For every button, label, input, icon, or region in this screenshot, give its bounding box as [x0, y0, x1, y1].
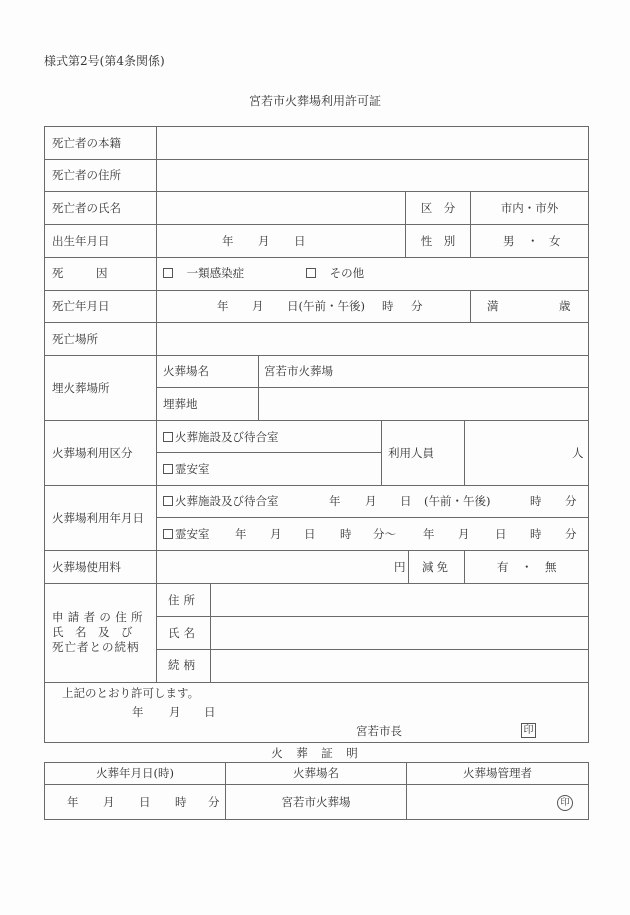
mortuary-start-month: 月 [270, 527, 282, 541]
applicant-address-label: 住所 [168, 593, 199, 607]
fee-field[interactable] [157, 551, 392, 583]
usage-date-cremation-year: 年 [329, 494, 341, 508]
usage-date-cremation-ampm: (午前・午後) [424, 494, 491, 508]
usage-date-cremation-option[interactable] [163, 494, 279, 508]
applicant-name-label: 氏名 [168, 626, 199, 640]
column-header-crematorium-manager: 火葬場管理者 [463, 766, 532, 780]
applicant-label-line2: 氏 名 及 び [52, 625, 133, 639]
cause-option-infectious[interactable] [163, 266, 244, 280]
death-hour-unit: 時 [382, 299, 394, 313]
usage-date-cremation-minute: 分 [565, 494, 577, 508]
fee-unit: 円 [394, 560, 406, 574]
sex-separator: ・ [527, 234, 539, 248]
cause-option-other-label: その他 [329, 266, 365, 280]
name-field[interactable] [157, 192, 405, 224]
exemption-option-no[interactable]: 無 [545, 560, 557, 574]
fee-label: 火葬場使用料 [52, 560, 121, 574]
cause-option-other[interactable] [306, 266, 364, 280]
page-title: 宮若市火葬場利用許可証 [248, 94, 381, 108]
address-label: 死亡者の住所 [52, 168, 121, 182]
mortuary-end-month: 月 [458, 527, 470, 541]
birth-date-label: 出生年月日 [52, 234, 110, 248]
checkbox-icon[interactable] [163, 529, 173, 539]
death-day-ampm-unit: 日(午前・午後) [287, 299, 365, 313]
name-label: 死亡者の氏名 [52, 201, 121, 215]
column-header-crematorium-name: 火葬場名 [293, 766, 339, 780]
death-date-label: 死亡年月日 [52, 299, 110, 313]
crematorium-name-value: 宮若市火葬場 [264, 364, 333, 378]
death-month-unit: 月 [252, 299, 264, 313]
death-year-unit: 年 [217, 299, 229, 313]
sex-option-female[interactable]: 女 [549, 234, 561, 248]
cremation-day-unit: 日 [139, 795, 151, 809]
cause-label-2: 因 [96, 266, 108, 280]
approval-text: 上記のとおり許可します。 [62, 686, 200, 700]
mortuary-end-day: 日 [495, 527, 507, 541]
burial-place-label: 埋火葬場所 [52, 381, 110, 395]
approval-month-unit: 月 [169, 705, 181, 719]
exemption-option-yes[interactable]: 有 [497, 560, 509, 574]
usage-date-cremation-hour: 時 [530, 494, 542, 508]
birth-month-unit: 月 [258, 234, 270, 248]
manager-seal-icon [557, 794, 573, 811]
usage-option-mortuary[interactable] [163, 462, 210, 476]
usage-option-cremation-label: 火葬施設及び待合室 [175, 430, 279, 444]
applicant-address-field[interactable] [211, 584, 588, 616]
crematorium-name-label: 火葬場名 [163, 364, 209, 378]
applicant-label-line1: 申請者の住所 [52, 610, 147, 624]
mortuary-start-year: 年 [235, 527, 247, 541]
approval-day-unit: 日 [204, 705, 216, 719]
column-header-cremation-date: 火葬年月日(時) [96, 766, 174, 780]
mortuary-start-hour: 時 [340, 527, 352, 541]
death-minute-unit: 分 [411, 299, 423, 313]
applicant-relation-field[interactable] [211, 650, 588, 682]
mortuary-start-day: 日 [304, 527, 316, 541]
birth-year-unit: 年 [222, 234, 234, 248]
mortuary-end-hour: 時 [530, 527, 542, 541]
mortuary-end-minute: 分 [565, 527, 577, 541]
usage-date-label: 火葬場利用年月日 [52, 511, 144, 525]
applicant-label-line3: 死亡者との続柄 [52, 640, 140, 654]
cremation-month-unit: 月 [103, 795, 115, 809]
checkbox-icon[interactable] [163, 464, 173, 474]
burial-site-label: 埋葬地 [163, 397, 198, 411]
users-count-label: 利用人員 [388, 446, 434, 460]
burial-site-field[interactable] [259, 388, 588, 420]
checkbox-icon[interactable] [163, 268, 173, 278]
sex-option-male[interactable]: 男 [503, 234, 515, 248]
users-count-field[interactable] [465, 421, 571, 485]
mayor-label: 宮若市長 [356, 724, 402, 738]
category-options[interactable]: 市内・市外 [500, 201, 559, 215]
seal-square-icon: 印 [521, 723, 536, 738]
sex-label: 性 別 [420, 234, 456, 248]
cause-option-infectious-label: 一類感染症 [186, 266, 245, 280]
cause-label-1: 死 [52, 266, 64, 280]
form-number: 様式第2号(第4条関係) [44, 54, 165, 68]
usage-type-label: 火葬場利用区分 [52, 446, 133, 460]
death-place-label: 死亡場所 [52, 332, 98, 346]
cremation-year-unit: 年 [67, 795, 79, 809]
checkbox-icon[interactable] [163, 496, 173, 506]
usage-option-mortuary-label: 霊安室 [175, 462, 210, 476]
applicant-relation-label: 続柄 [168, 658, 199, 672]
exemption-separator: ・ [521, 560, 533, 574]
age-unit: 歳 [559, 299, 571, 313]
address-field[interactable] [157, 160, 588, 191]
domicile-field[interactable] [157, 127, 588, 159]
checkbox-icon[interactable] [306, 268, 316, 278]
applicant-label [52, 610, 150, 655]
mayor-seal-icon [521, 722, 536, 738]
cremation-minute-unit: 分 [208, 795, 220, 809]
mortuary-end-year: 年 [423, 527, 435, 541]
domicile-label: 死亡者の本籍 [52, 136, 121, 150]
users-count-unit: 人 [572, 446, 584, 460]
cremation-crematorium-value: 宮若市火葬場 [281, 795, 351, 809]
seal-round-icon: 印 [557, 795, 573, 811]
cremation-hour-unit: 時 [175, 795, 187, 809]
usage-date-mortuary-label: 霊安室 [175, 527, 210, 541]
usage-date-cremation-month: 月 [365, 494, 377, 508]
mortuary-start-minute: 分〜 [373, 527, 396, 541]
applicant-name-field[interactable] [211, 617, 588, 649]
death-place-field[interactable] [157, 323, 588, 355]
approval-year-unit: 年 [132, 705, 144, 719]
usage-date-cremation-day: 日 [400, 494, 412, 508]
usage-option-cremation[interactable] [163, 430, 279, 444]
certificate-heading: 火 葬 証 明 [271, 746, 359, 760]
birth-day-unit: 日 [294, 234, 306, 248]
exemption-label: 減免 [422, 560, 451, 574]
usage-date-cremation-label: 火葬施設及び待合室 [175, 494, 279, 508]
category-label: 区 分 [420, 201, 456, 215]
usage-date-mortuary-option[interactable] [163, 527, 210, 541]
age-label: 満 [487, 299, 499, 313]
checkbox-icon[interactable] [163, 432, 173, 442]
